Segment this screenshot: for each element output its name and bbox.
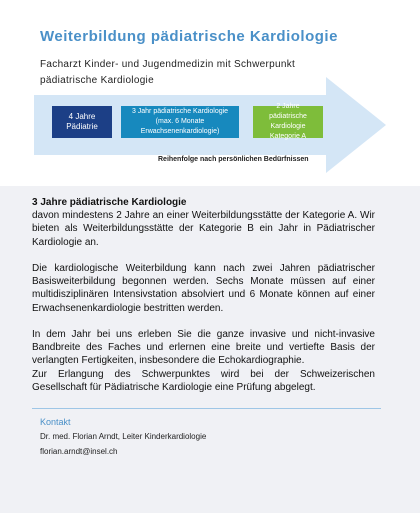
header-section	[0, 0, 420, 186]
step-pediatric-cardiology: 3 Jahr pädiatrische Kardiologie (max. 6 Monate Erwachsenenkardiologie)	[121, 106, 239, 138]
contact-label: Kontakt	[40, 417, 71, 427]
step-pediatrics: 4 Jahre Pädiatrie	[52, 106, 112, 138]
contact-name: Dr. med. Florian Arndt, Leiter Kinderkardiologie	[40, 432, 207, 441]
step-cardiology-category-a: 2 Jahre pädiatrische Kardiologie Kategorie A	[253, 106, 323, 138]
page-title: Weiterbildung pädiatrische Kardiologie	[40, 28, 338, 45]
paragraph-category: davon mindestens 2 Jahre an einer Weiterbildungsstätte der Kategorie A. Wir bieten als Weiterbildungsstätte der Kategorie B ein Jahr in Pädiatrischer Kardiologie an.	[32, 210, 375, 248]
paragraph-exam: Zur Erlangung des Schwerpunktes wird bei der Schweizerischen Gesellschaft für Pädiatrische Kardiologie eine Prüfung abgelegt.	[32, 368, 375, 393]
diagram-caption: Reihenfolge nach persönlichen Bedürfnissen	[158, 156, 309, 163]
section-heading: 3 Jahre pädiatrische Kardiologie	[32, 197, 187, 208]
paragraph-experience: In dem Jahr bei uns erleben Sie die ganze invasive und nicht-invasive Bandbreite des Faches und erlernen eine breite und vertiefte Basis der verlangten Fertigkeiten, insbesondere die Echokardiographie.	[32, 329, 375, 367]
content-panel	[0, 186, 420, 513]
contact-email-link[interactable]: florian.arndt@insel.ch	[40, 447, 118, 456]
content-text	[32, 196, 375, 394]
divider	[32, 408, 381, 409]
paragraph-training: Die kardiologische Weiterbildung kann nach zwei Jahren pädiatrischer Basisweiterbildung begonnen werden. Sechs Monate müssen auf einer multidisziplinären Intensivstation absolviert und 6 Monate können auf einer Erwachsenenkardiologie bestritten werden.	[32, 263, 375, 314]
page-subtitle: Facharzt Kinder- und Jugendmedizin mit Schwerpunkt pädiatrische Kardiologie	[40, 59, 296, 86]
